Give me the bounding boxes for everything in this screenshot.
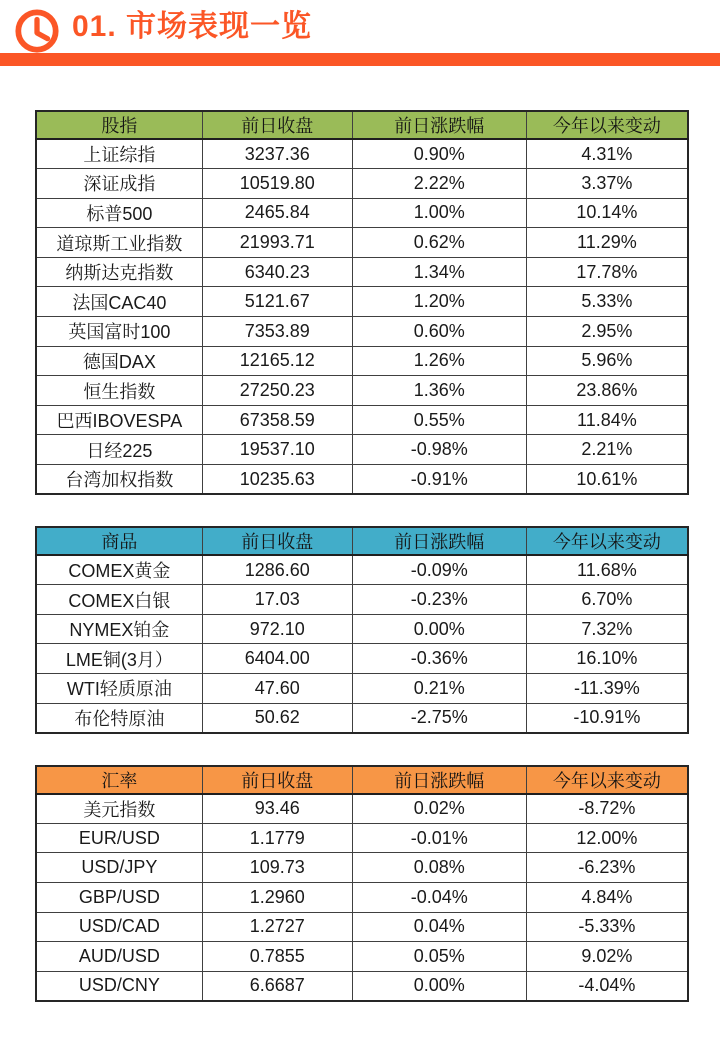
value-cell: 93.46 bbox=[202, 794, 352, 824]
value-cell: 11.84% bbox=[526, 405, 688, 435]
table-row bbox=[36, 405, 688, 435]
value-cell: -11.39% bbox=[526, 674, 688, 704]
value-cell: -0.98% bbox=[352, 435, 526, 465]
fx-header-row bbox=[36, 766, 688, 794]
value-cell: 16.10% bbox=[526, 644, 688, 674]
value-cell: -0.23% bbox=[352, 585, 526, 615]
value-cell: -0.91% bbox=[352, 465, 526, 495]
value-cell: -10.91% bbox=[526, 703, 688, 733]
value-cell: 0.00% bbox=[352, 971, 526, 1001]
value-cell: 11.29% bbox=[526, 228, 688, 258]
value-cell: 0.02% bbox=[352, 794, 526, 824]
column-header: 前日涨跌幅 bbox=[352, 766, 526, 794]
value-cell: 10.61% bbox=[526, 465, 688, 495]
value-cell: 3.37% bbox=[526, 169, 688, 199]
value-cell: 7.32% bbox=[526, 614, 688, 644]
row-label-cell: 布伦特原油 bbox=[36, 703, 202, 733]
value-cell: -6.23% bbox=[526, 853, 688, 883]
table-row bbox=[36, 376, 688, 406]
table-row bbox=[36, 942, 688, 972]
value-cell: 0.60% bbox=[352, 317, 526, 347]
row-label-cell: COMEX白银 bbox=[36, 585, 202, 615]
table-row bbox=[36, 614, 688, 644]
table-row bbox=[36, 317, 688, 347]
commodities-header-row bbox=[36, 527, 688, 555]
value-cell: 21993.71 bbox=[202, 228, 352, 258]
column-header: 股指 bbox=[36, 111, 202, 139]
table-row bbox=[36, 674, 688, 704]
row-label-cell: USD/CNY bbox=[36, 971, 202, 1001]
value-cell: 12165.12 bbox=[202, 346, 352, 376]
value-cell: 1.00% bbox=[352, 198, 526, 228]
value-cell: 47.60 bbox=[202, 674, 352, 704]
row-label-cell: AUD/USD bbox=[36, 942, 202, 972]
value-cell: 12.00% bbox=[526, 823, 688, 853]
value-cell: -0.04% bbox=[352, 882, 526, 912]
column-header: 前日收盘 bbox=[202, 766, 352, 794]
value-cell: 6.70% bbox=[526, 585, 688, 615]
value-cell: 6404.00 bbox=[202, 644, 352, 674]
value-cell: 6340.23 bbox=[202, 257, 352, 287]
value-cell: -0.01% bbox=[352, 823, 526, 853]
market-overview bbox=[0, 110, 720, 1002]
value-cell: -5.33% bbox=[526, 912, 688, 942]
value-cell: 972.10 bbox=[202, 614, 352, 644]
value-cell: -0.36% bbox=[352, 644, 526, 674]
column-header: 商品 bbox=[36, 527, 202, 555]
value-cell: 27250.23 bbox=[202, 376, 352, 406]
column-header: 汇率 bbox=[36, 766, 202, 794]
accent-bar bbox=[0, 53, 720, 66]
row-label-cell: 恒生指数 bbox=[36, 376, 202, 406]
value-cell: 11.68% bbox=[526, 555, 688, 585]
table-row bbox=[36, 794, 688, 824]
row-label-cell: COMEX黄金 bbox=[36, 555, 202, 585]
value-cell: 0.05% bbox=[352, 942, 526, 972]
value-cell: 17.03 bbox=[202, 585, 352, 615]
column-header: 前日收盘 bbox=[202, 527, 352, 555]
table-row bbox=[36, 198, 688, 228]
value-cell: 0.62% bbox=[352, 228, 526, 258]
value-cell: 10519.80 bbox=[202, 169, 352, 199]
table-row bbox=[36, 257, 688, 287]
commodity-table bbox=[35, 526, 689, 734]
column-header: 今年以来变动 bbox=[526, 766, 688, 794]
value-cell: 1.2960 bbox=[202, 882, 352, 912]
value-cell: 1.34% bbox=[352, 257, 526, 287]
value-cell: -4.04% bbox=[526, 971, 688, 1001]
table-row bbox=[36, 139, 688, 169]
value-cell: 19537.10 bbox=[202, 435, 352, 465]
value-cell: 2.22% bbox=[352, 169, 526, 199]
row-label-cell: USD/JPY bbox=[36, 853, 202, 883]
table-row bbox=[36, 555, 688, 585]
row-label-cell: 法国CAC40 bbox=[36, 287, 202, 317]
row-label-cell: 德国DAX bbox=[36, 346, 202, 376]
value-cell: -2.75% bbox=[352, 703, 526, 733]
value-cell: 2465.84 bbox=[202, 198, 352, 228]
row-label-cell: 日经225 bbox=[36, 435, 202, 465]
value-cell: 10.14% bbox=[526, 198, 688, 228]
table-row bbox=[36, 585, 688, 615]
value-cell: 9.02% bbox=[526, 942, 688, 972]
column-header: 今年以来变动 bbox=[526, 111, 688, 139]
page-title: 01. 市场表现一览 bbox=[72, 10, 313, 43]
value-cell: 0.21% bbox=[352, 674, 526, 704]
column-header: 今年以来变动 bbox=[526, 527, 688, 555]
table-row bbox=[36, 882, 688, 912]
value-cell: 1.20% bbox=[352, 287, 526, 317]
row-label-cell: NYMEX铂金 bbox=[36, 614, 202, 644]
row-label-cell: 标普500 bbox=[36, 198, 202, 228]
value-cell: 17.78% bbox=[526, 257, 688, 287]
value-cell: 0.00% bbox=[352, 614, 526, 644]
clock-icon bbox=[14, 8, 60, 54]
value-cell: 2.21% bbox=[526, 435, 688, 465]
table-row bbox=[36, 287, 688, 317]
column-header: 前日涨跌幅 bbox=[352, 527, 526, 555]
table-row bbox=[36, 169, 688, 199]
table-row bbox=[36, 435, 688, 465]
value-cell: 0.55% bbox=[352, 405, 526, 435]
row-label-cell: LME铜(3月） bbox=[36, 644, 202, 674]
value-cell: 4.31% bbox=[526, 139, 688, 169]
value-cell: 1.36% bbox=[352, 376, 526, 406]
table-row bbox=[36, 703, 688, 733]
value-cell: 3237.36 bbox=[202, 139, 352, 169]
row-label-cell: 英国富时100 bbox=[36, 317, 202, 347]
row-label-cell: 上证综指 bbox=[36, 139, 202, 169]
value-cell: -0.09% bbox=[352, 555, 526, 585]
row-label-cell: EUR/USD bbox=[36, 823, 202, 853]
table-row bbox=[36, 971, 688, 1001]
table-row bbox=[36, 644, 688, 674]
value-cell: -8.72% bbox=[526, 794, 688, 824]
value-cell: 0.7855 bbox=[202, 942, 352, 972]
table-row bbox=[36, 853, 688, 883]
value-cell: 4.84% bbox=[526, 882, 688, 912]
value-cell: 23.86% bbox=[526, 376, 688, 406]
value-cell: 6.6687 bbox=[202, 971, 352, 1001]
stock-index-table bbox=[35, 110, 689, 495]
value-cell: 109.73 bbox=[202, 853, 352, 883]
table-row bbox=[36, 823, 688, 853]
row-label-cell: 深证成指 bbox=[36, 169, 202, 199]
value-cell: 1.26% bbox=[352, 346, 526, 376]
value-cell: 10235.63 bbox=[202, 465, 352, 495]
column-header: 前日涨跌幅 bbox=[352, 111, 526, 139]
value-cell: 0.04% bbox=[352, 912, 526, 942]
table-row bbox=[36, 465, 688, 495]
table-row bbox=[36, 912, 688, 942]
indices-header-row bbox=[36, 111, 688, 139]
value-cell: 2.95% bbox=[526, 317, 688, 347]
row-label-cell: 纳斯达克指数 bbox=[36, 257, 202, 287]
row-label-cell: WTI轻质原油 bbox=[36, 674, 202, 704]
value-cell: 50.62 bbox=[202, 703, 352, 733]
value-cell: 5121.67 bbox=[202, 287, 352, 317]
value-cell: 5.33% bbox=[526, 287, 688, 317]
row-label-cell: 美元指数 bbox=[36, 794, 202, 824]
value-cell: 1.1779 bbox=[202, 823, 352, 853]
value-cell: 67358.59 bbox=[202, 405, 352, 435]
fx-table bbox=[35, 765, 689, 1002]
value-cell: 0.90% bbox=[352, 139, 526, 169]
value-cell: 0.08% bbox=[352, 853, 526, 883]
value-cell: 7353.89 bbox=[202, 317, 352, 347]
value-cell: 1286.60 bbox=[202, 555, 352, 585]
row-label-cell: GBP/USD bbox=[36, 882, 202, 912]
value-cell: 5.96% bbox=[526, 346, 688, 376]
table-row bbox=[36, 346, 688, 376]
value-cell: 1.2727 bbox=[202, 912, 352, 942]
row-label-cell: USD/CAD bbox=[36, 912, 202, 942]
row-label-cell: 道琼斯工业指数 bbox=[36, 228, 202, 258]
row-label-cell: 台湾加权指数 bbox=[36, 465, 202, 495]
column-header: 前日收盘 bbox=[202, 111, 352, 139]
row-label-cell: 巴西IBOVESPA bbox=[36, 405, 202, 435]
table-row bbox=[36, 228, 688, 258]
section-header bbox=[0, 0, 720, 53]
